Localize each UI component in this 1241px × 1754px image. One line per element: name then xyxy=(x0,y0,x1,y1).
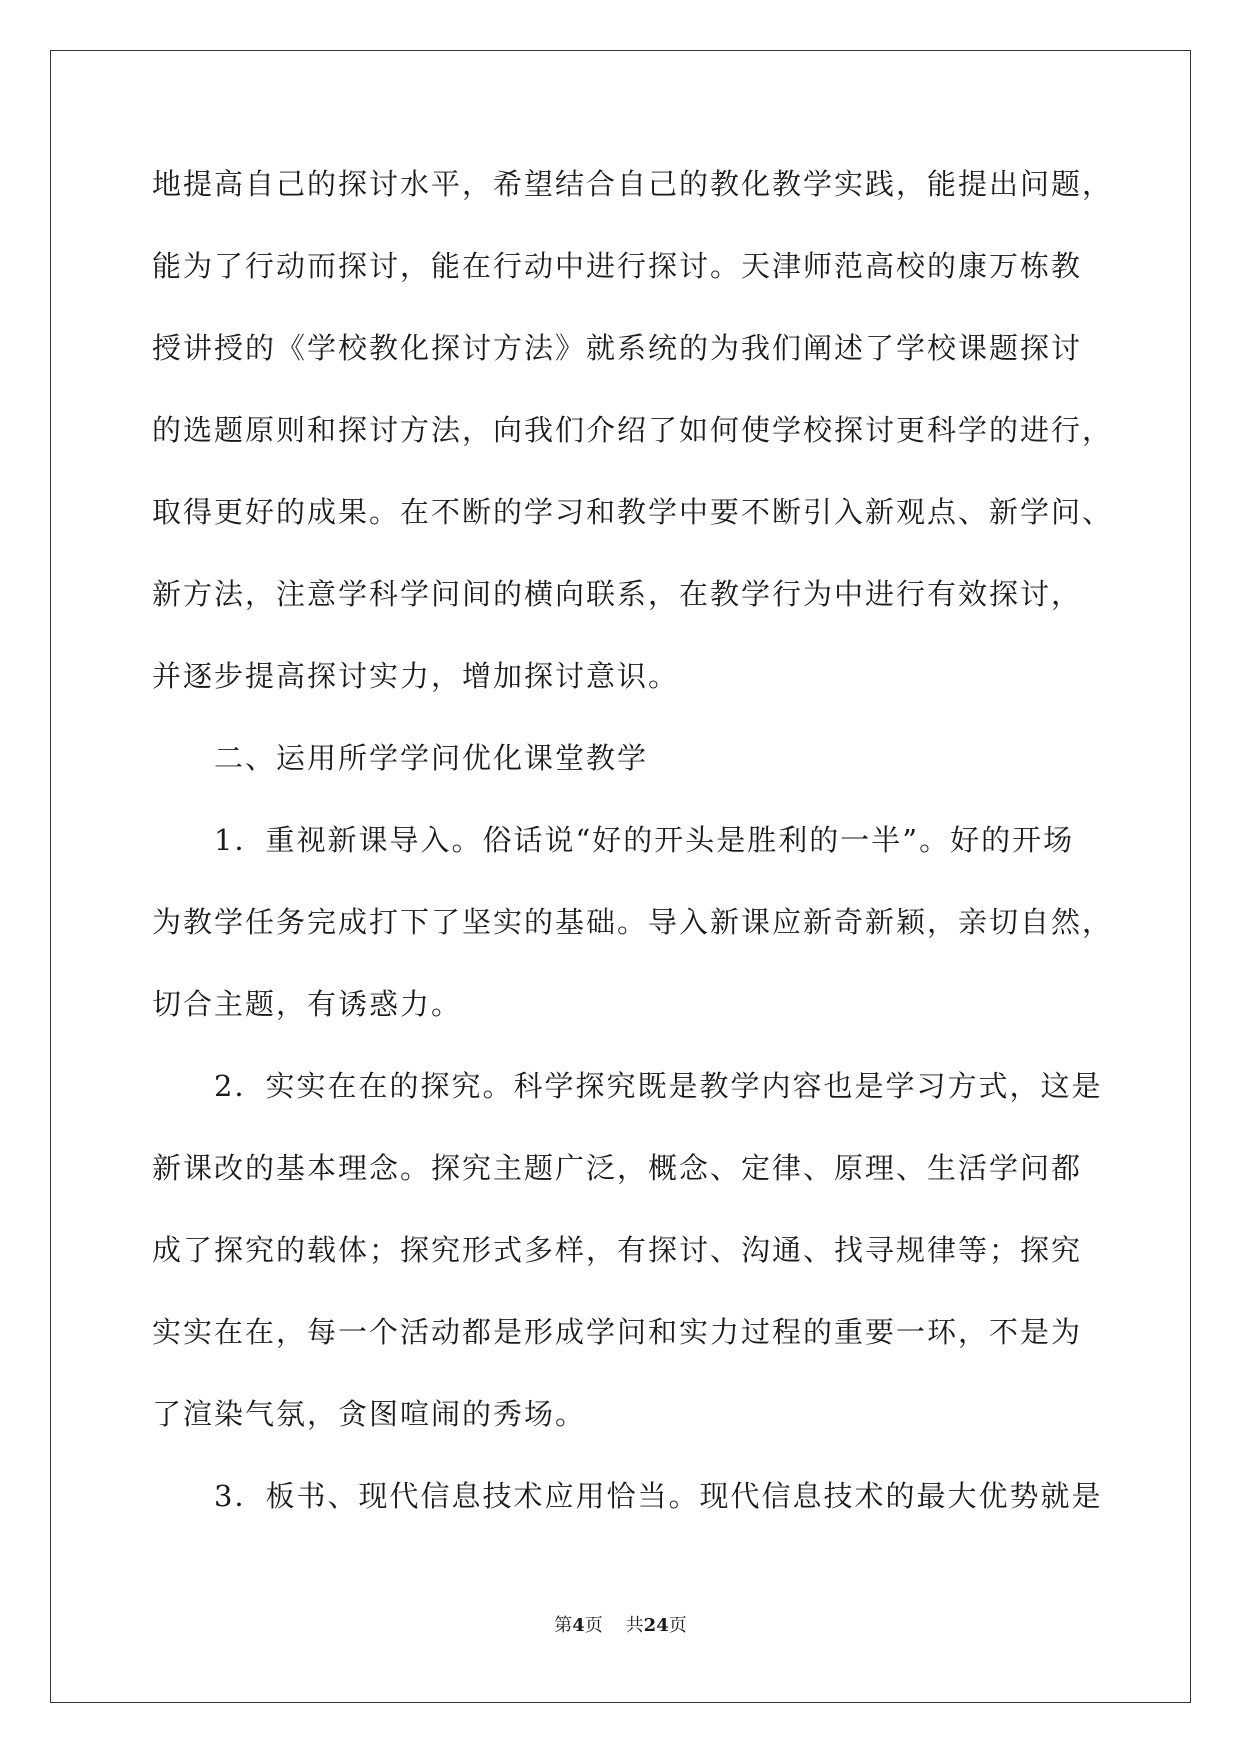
text-line: 并逐步提高探讨实力，增加探讨意识。 xyxy=(152,659,680,693)
page-number: 4 xyxy=(572,1615,585,1636)
section-heading: 二、运用所学学问优化课堂教学 xyxy=(214,741,649,775)
text-line: 实实在在，每一个活动都是形成学问和实力过程的重要一环，不是为 xyxy=(152,1315,1083,1349)
text-line: 新方法，注意学科学问间的横向联系，在教学行为中进行有效探讨， xyxy=(152,577,1083,611)
footer-page-suffix: 页 xyxy=(584,1615,603,1636)
text-line: 授讲授的《学校教化探讨方法》就系统的为我们阐述了学校课题探讨 xyxy=(152,331,1083,365)
text-line: 为教学任务完成打下了坚实的基础。导入新课应新奇新颖，亲切自然， xyxy=(152,905,1114,939)
text-line: 2．实实在在的探究。科学探究既是教学内容也是学习方式，这是 xyxy=(214,1069,1103,1103)
text-line: 的选题原则和探讨方法，向我们介绍了如何使学校探讨更科学的进行， xyxy=(152,413,1114,447)
footer-total-prefix: 共 xyxy=(625,1615,644,1636)
text-line: 1．重视新课导入。俗话说“好的开头是胜利的一半”。好的开场 xyxy=(214,823,1075,857)
footer-prefix: 第 xyxy=(554,1615,573,1636)
text-line: 切合主题，有诱惑力。 xyxy=(152,987,463,1021)
total-pages: 24 xyxy=(643,1615,669,1636)
text-line: 新课改的基本理念。探究主题广泛，概念、定律、原理、生活学问都 xyxy=(152,1151,1083,1185)
page-border xyxy=(50,50,1191,1703)
text-line: 能为了行动而探讨，能在行动中进行探讨。天津师范高校的康万栋教 xyxy=(152,249,1083,283)
text-line: 取得更好的成果。在不断的学习和教学中要不断引入新观点、新学问、 xyxy=(152,495,1114,529)
text-line: 地提高自己的探讨水平，希望结合自己的教化教学实践，能提出问题， xyxy=(152,167,1114,201)
text-line: 成了探究的载体；探究形式多样，有探讨、沟通、找寻规律等；探究 xyxy=(152,1233,1083,1267)
text-line: 了渲染气氛，贪图喧闹的秀场。 xyxy=(152,1397,587,1431)
text-line: 3．板书、现代信息技术应用恰当。现代信息技术的最大优势就是 xyxy=(214,1479,1103,1513)
page-footer xyxy=(0,1614,1241,1638)
footer-total-suffix: 页 xyxy=(668,1615,687,1636)
